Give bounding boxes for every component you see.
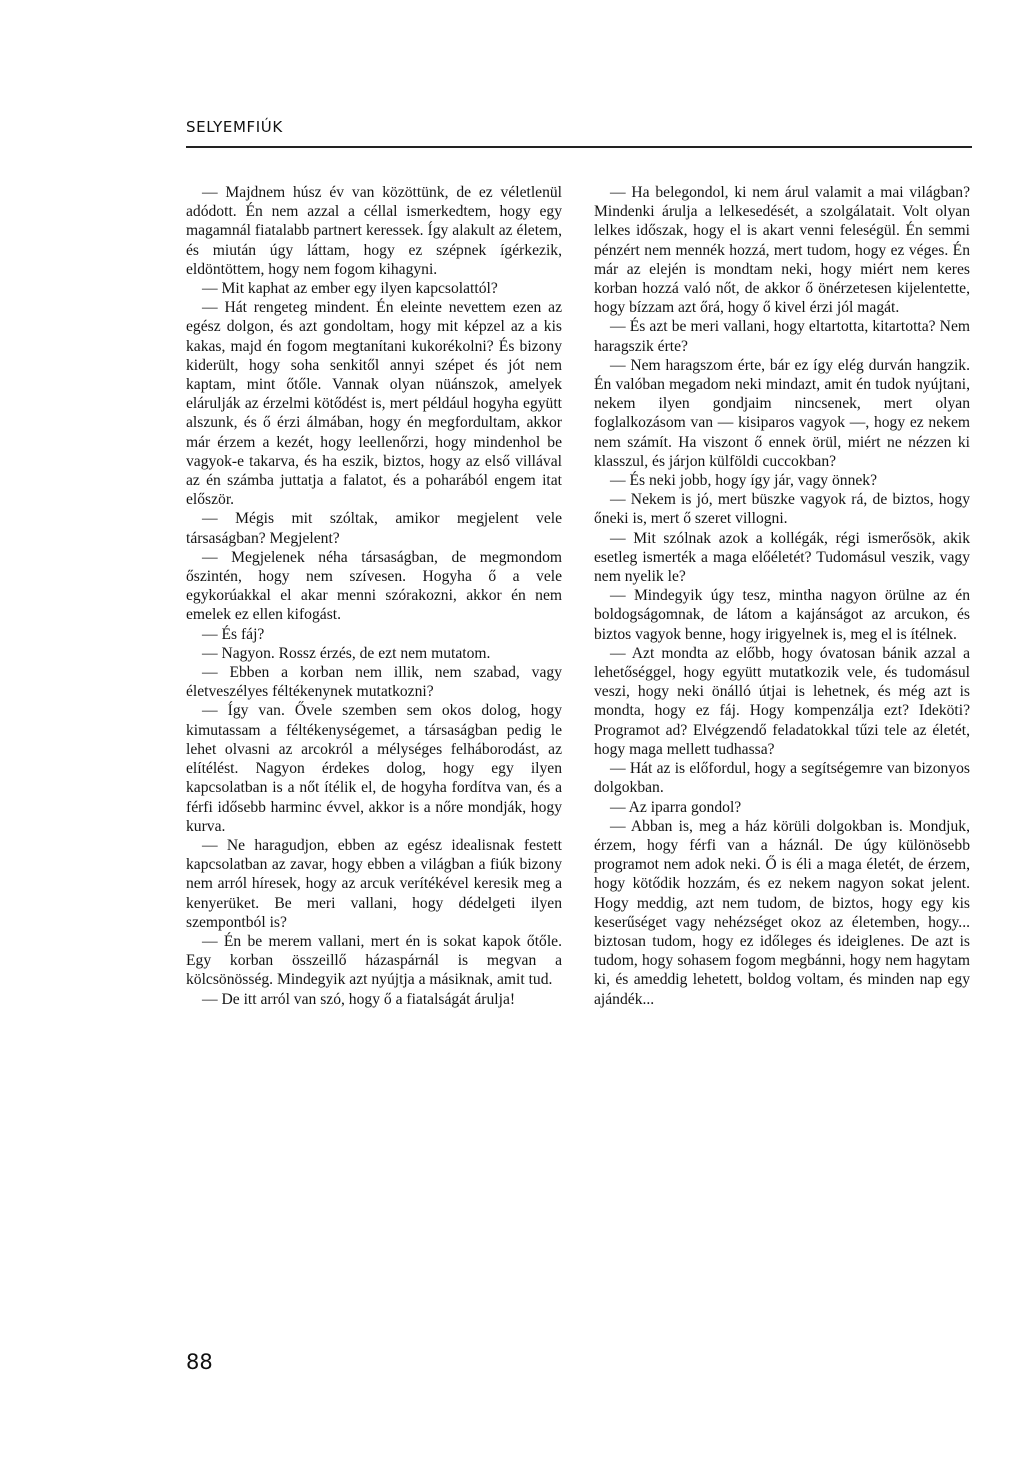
paragraph: — De itt arról van szó, hogy ő a fiatalságát árulja!	[202, 990, 516, 1008]
paragraph: — Én be merem vallani, mert én is sokat kapok őtőle. Egy korban összeillő házaspárnál is megvan a kölcsönösség. Mindegyik azt nyújtja a másiknak, amit tud.	[186, 932, 562, 989]
paragraph: — Így van. Ővele szemben sem okos dolog, hogy kimutassam a féltékenységemet, a társaságban pedig le lehet olvasni az arcokról a mélységes felháborodást, az elítélést. Nagyon érdekes dolog, hogy egy ilyen kapcsolatban is a nőt ítélik el, de hogyha fordítva van, és a férfi idősebb harminc évvel, akkor is a nőre mondják, hogy kurva.	[186, 702, 562, 835]
paragraph: — Nagyon. Rossz érzés, de ezt nem mutatom.	[202, 644, 491, 662]
paragraph: — Mit kaphat az ember egy ilyen kapcsolattól?	[202, 280, 498, 298]
left-column	[186, 183, 562, 1009]
paragraph: — Ha belegondol, ki nem árul valamit a mai világban? Mindenki árulja a lelkesedését, a szolgálatait. Volt olyan lelkes időszak, hogy el is akart venni feleségül. Én semmi pénzért nem mennék hozzá, mert tudom, hogy ez véges. Én már az elején is mondtam neki, hogy miért nem keres korban hozzá való nőt, de akkor ő önérzetesen kijelentette, hogy bízzam azt őrá, hogy ő kivel érzi jól magát.	[594, 184, 970, 317]
paragraph: — Mit szólnak azok a kollégák, régi ismerősök, akik esetleg ismerték a maga előéletét? Tudomásul veszik, vagy nem nyelik le?	[594, 529, 970, 586]
paragraph: — Majdnem húsz év van közöttünk, de ez véletlenül adódott. Én nem azzal a céllal ismerkedtem, hogy egy magamnál fiatalabb partnert keressek. Így alakult az életem, és miután úgy láttam, hogy ez szépnek ígérkezik, eldöntöttem, hogy nem fogom kihagyni.	[186, 184, 562, 278]
page-number: 88	[186, 1350, 213, 1374]
paragraph: — Az iparra gondol?	[610, 798, 742, 816]
paragraph: — Ne haragudjon, ebben az egész idealisnak festett kapcsolatban az zavar, hogy ebben a világban a fiúk bizony nem arról híresek, hogy az arcuk verítékével keresik meg a kenyerüket. Be meri vallani, hogy dédelgeti ilyen szempontból is?	[186, 836, 562, 931]
paragraph: — Megjelenek néha társaságban, de megmondom őszintén, hogy nem szívesen. Hogyha ő a vele egykorúakkal el akar menni szórakozni, akkor én nem emelek ez ellen kifogást.	[186, 548, 562, 624]
paragraph: — Ebben a korban nem illik, nem szabad, vagy életveszélyes féltékenynek mutatkozni?	[186, 664, 562, 701]
header-rule	[186, 146, 972, 148]
paragraph: — Nekem is jó, mert büszke vagyok rá, de biztos, hogy őneki is, mert ő szeret villogni.	[594, 491, 970, 528]
paragraph: — És fáj?	[202, 625, 265, 643]
right-column	[594, 183, 970, 1009]
paragraph: — Azt mondta az előbb, hogy óvatosan bánik azzal a lehetőséggel, hogy együtt mutatkozik vele, és tudomásul veszi, hogy neki önálló útjai is lehetnek, és még azt is mondta, hogy ez fáj. Hogy kompenzálja ezt? Ideköti? Programot ad? Elvégzendő feladatokkal tűzi tele az életét, hogy maga mellett tudhassa?	[594, 644, 970, 758]
paragraph: — Mindegyik úgy tesz, mintha nagyon örülne az én boldogságomnak, de látom a kajánságot az arcukon, és biztos vagyok benne, hogy irigyelnek is, meg el is ítélnek.	[594, 587, 970, 643]
paragraph: — Hát rengeteg mindent. Én eleinte nevettem ezen az egész dolgon, és azt gondoltam, hogy mit képzel az a kis kakas, majd én fogom megtanítani kukorékolni? És bizony kiderült, hogy soha senkitől annyi szépet és jót nem kaptam, mint őtőle. Vannak olyan nüánszok, amelyek elárulják az érzelmi kötődést is, mert például hogyha együtt alszunk, és ő érzi álmában, hogy én megfordultam, akkor már érzem a kezét, hogy leellenőrzi, hogy mindenhol be vagyok-e takarva, és ha eszik, biztos, hogy az első villával az én számba juttatja a falatot, és a poharából engem itat először.	[186, 299, 562, 509]
paragraph: — Abban is, meg a ház körüli dolgokban is. Mondjuk, érzem, hogy férfi van a háznál. De úgy különösebb programot nem adok neki. Ő is éli a maga életét, de érzem, hogy kötődik hozzám, és ez nekem nagyon sokat jelent. Hogy meddig, azt nem tudom, de biztos, hogy egy kis keserűséget vagy nehézséget okoz az életemben, hogy... biztosan tudom, hogy ez időleges és ideiglenes. De azt is tudom, hogy sohasem fogom megbánni, hogy nem hagytam ki, és ameddig lehetett, boldog voltam, és minden nap egy ajándék...	[594, 817, 970, 1008]
running-head: SELYEMFIÚK	[186, 118, 283, 136]
paragraph: — Nem haragszom érte, bár ez így elég durván hangzik. Én valóban megadom neki mindazt, amit én tudok nyújtani, nekem ilyen gondjaim nincsenek, mert olyan foglalkozásom van — kisiparos vagyok —, hogy ez nekem nem számít. Ha viszont ő ennek örül, miért ne nézzen ki klasszul, és járjon külföldi cuccokban?	[594, 356, 970, 470]
paragraph: — És azt be meri vallani, hogy eltartotta, kitartotta? Nem haragszik érte?	[594, 318, 970, 355]
paragraph: — És neki jobb, hogy így jár, vagy önnek?	[610, 472, 878, 490]
paragraph: — Mégis mit szóltak, amikor megjelent vele társaságban? Megjelent?	[186, 510, 562, 547]
paragraph: — Hát az is előfordul, hogy a segítségemre van bizonyos dolgokban.	[594, 760, 970, 797]
